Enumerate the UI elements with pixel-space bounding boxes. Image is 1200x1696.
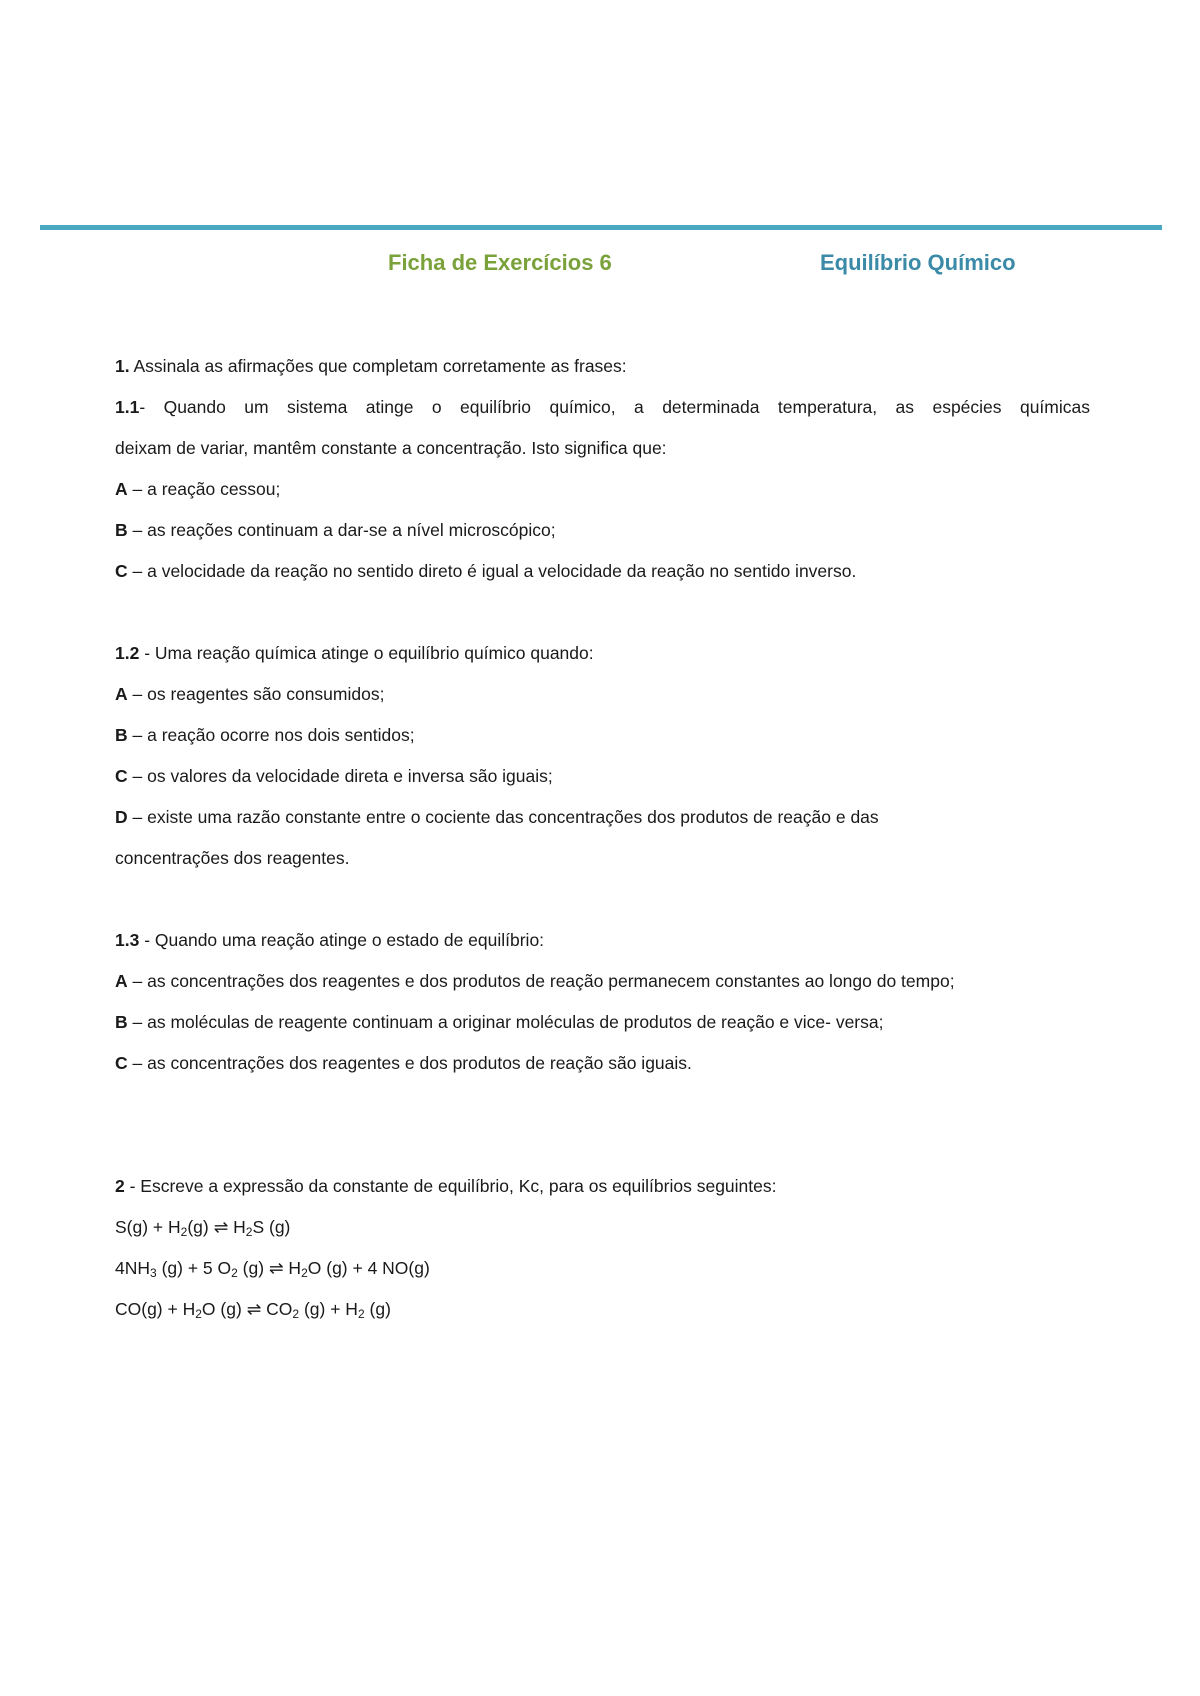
question-1-1-line2: deixam de variar, mantêm constante a concentração. Isto significa que: bbox=[115, 438, 667, 458]
question-2: 2 - Escreve a expressão da constante de equilíbrio, Kc, para os equilíbrios seguintes: bbox=[115, 1176, 777, 1196]
option-1-3-b: B – as moléculas de reagente continuam a originar moléculas de produtos de reação e vice- versa; bbox=[115, 1012, 884, 1032]
header-rule bbox=[40, 225, 1162, 230]
option-1-2-b: B – a reação ocorre nos dois sentidos; bbox=[115, 725, 415, 745]
question-1-2: 1.2 - Uma reação química atinge o equilíbrio químico quando: bbox=[115, 643, 594, 663]
option-1-2-d-continuation: concentrações dos reagentes. bbox=[115, 848, 350, 868]
worksheet-title: Ficha de Exercícios 6 bbox=[388, 250, 612, 275]
equation-1: $S(g) + H_2(g)$ ⇌ $H_2S$ (g) bbox=[115, 1217, 291, 1239]
option-1-1-a: A – a reação cessou; bbox=[115, 479, 281, 499]
question-1-3: 1.3 - Quando uma reação atinge o estado de equilíbrio: bbox=[115, 930, 545, 950]
equation-2: $4NH_3$ (g) + 5 $O_2$ (g) ⇌ $H_2O$ (g) + 4 NO(g) bbox=[115, 1258, 430, 1280]
question-1-1-line1: 1.1- Quando um sistema atinge o equilíbrio químico, a determinada temperatura, as espécies químicas bbox=[115, 397, 1090, 417]
option-1-2-a: A – os reagentes são consumidos; bbox=[115, 684, 385, 704]
worksheet-body bbox=[115, 346, 1090, 1330]
option-1-3-a: A – as concentrações dos reagentes e dos produtos de reação permanecem constantes ao longo do tempo; bbox=[115, 971, 955, 991]
question-1-intro: 1. Assinala as afirmações que completam corretamente as frases: bbox=[115, 356, 627, 376]
option-1-3-c: C – as concentrações dos reagentes e dos produtos de reação são iguais. bbox=[115, 1053, 692, 1073]
option-1-1-b: B – as reações continuam a dar-se a nível microscópico; bbox=[115, 520, 556, 540]
option-1-2-c: C – os valores da velocidade direta e inversa são iguais; bbox=[115, 766, 553, 786]
equation-3: $CO(g) + H_2O$ (g) ⇌ $CO_2$ $(g) + H_2$ (g) bbox=[115, 1299, 391, 1321]
worksheet-topic: Equilíbrio Químico bbox=[820, 250, 1016, 275]
option-1-1-c: C – a velocidade da reação no sentido direto é igual a velocidade da reação no sentido inverso. bbox=[115, 561, 857, 581]
option-1-2-d: D – existe uma razão constante entre o cociente das concentrações dos produtos de reação e das bbox=[115, 807, 879, 827]
